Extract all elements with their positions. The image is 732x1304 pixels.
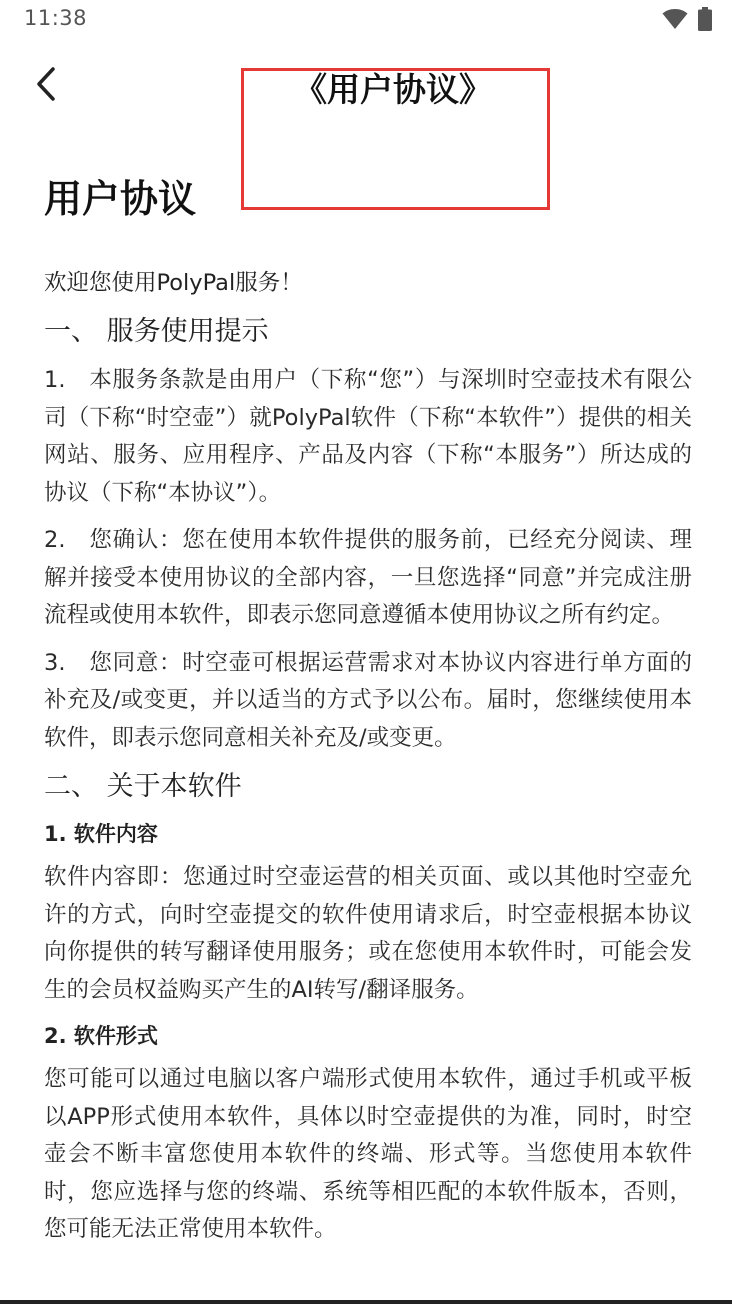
agreement-content: [44, 172, 692, 1259]
wifi-icon: [662, 8, 688, 30]
subsection-title-software-form: 2. 软件形式: [44, 1024, 158, 1048]
paragraph: 软件内容即：您通过时空壶运营的相关页面、或以其他时空壶允许的方式，向时空壶提交的软件使用请求后，时空壶根据本协议向你提供的转写翻译使用服务；或在您使用本软件时，可能会发生的会员权益购买产生的AI转写/翻译服务。: [44, 864, 692, 1003]
app-bar: [0, 40, 732, 130]
chevron-left-icon: [34, 66, 58, 102]
bottom-divider: [0, 1300, 732, 1304]
section-title-service-tips: 一、 服务使用提示: [44, 316, 269, 347]
paragraph: 2. 您确认：您在使用本软件提供的服务前，已经充分阅读、理解并接受本使用协议的全部内容，一旦您选择“同意”并完成注册流程或使用本软件，即表示您同意遵循本使用协议之所有约定。: [44, 527, 692, 628]
page-title: 《用户协议》: [294, 70, 492, 109]
battery-icon: [698, 7, 712, 31]
paragraph: 您可能可以通过电脑以客户端形式使用本软件，通过手机或平板以APP形式使用本软件，具体以时空壶提供的为准，同时，时空壶会不断丰富您使用本软件的终端、形式等。当您使用本软件时，您应选择与您的终端、系统等相匹配的本软件版本，否则，您可能无法正常使用本软件。: [44, 1066, 692, 1242]
welcome-text: 欢迎您使用PolyPal服务！: [44, 270, 303, 296]
doc-heading: 用户协议: [44, 177, 197, 221]
status-icons: [662, 7, 712, 31]
back-button[interactable]: [26, 62, 66, 106]
status-bar: [0, 0, 732, 40]
section-title-about-software: 二、 关于本软件: [44, 771, 242, 802]
subsection-title-software-content: 1. 软件内容: [44, 822, 158, 846]
paragraph: 1. 本服务条款是由用户（下称“您”）与深圳时空壶技术有限公司（下称“时空壶”）就PolyPal软件（下称“本软件”）提供的相关网站、服务、应用程序、产品及内容（下称“本服务”）所达成的协议（下称“本协议”）。: [44, 367, 692, 506]
status-time: 11:38: [24, 6, 88, 30]
paragraph: 3. 您同意：时空壶可根据运营需求对本协议内容进行单方面的补充及/或变更，并以适当的方式予以公布。届时，您继续使用本软件，即表示您同意相关补充及/或变更。: [44, 649, 692, 751]
